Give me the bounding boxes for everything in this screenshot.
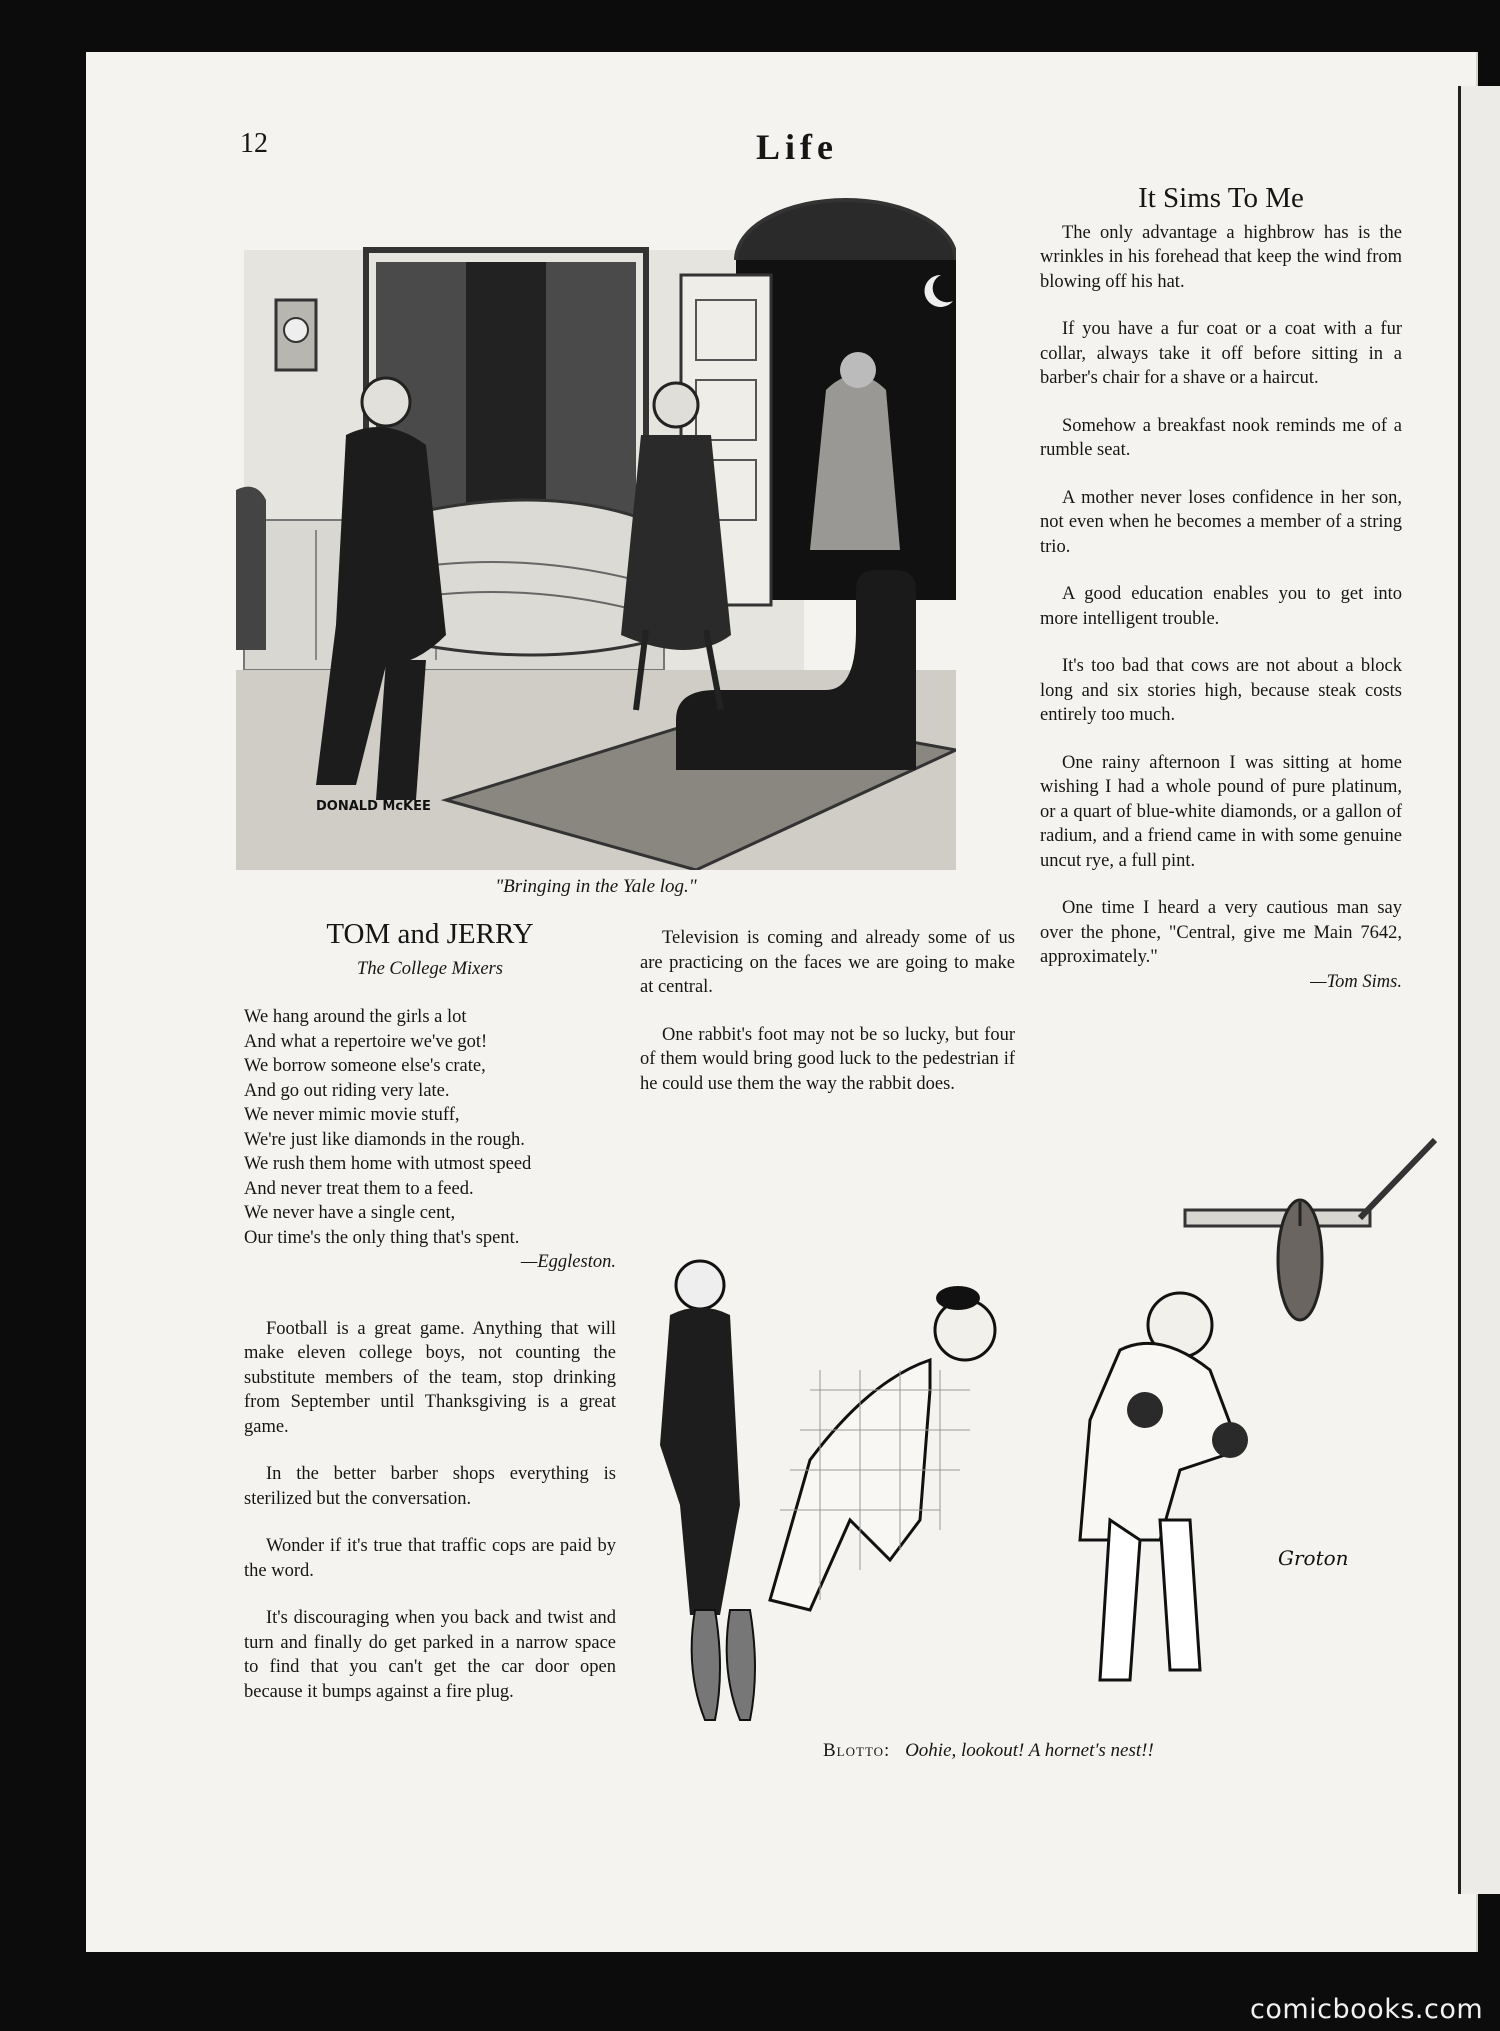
sims-paragraph: One time I heard a very cautious man say over the phone, "Central, give me Main 7642, approximately." bbox=[1040, 898, 1402, 967]
tom-jerry-paragraph: Football is a great game. Anything that will make eleven college boys, not counting the substitute members of the team, stop drinking from September until Thanksgiving is a great game. bbox=[244, 1318, 616, 1437]
caption-speaker: Blotto: bbox=[823, 1740, 891, 1761]
verse-line: We hang around the girls a lot bbox=[244, 1007, 467, 1027]
caption-speech: Oohie, lookout! A hornet's nest!! bbox=[905, 1740, 1154, 1761]
verse-line: We borrow someone else's crate, bbox=[244, 1056, 486, 1076]
tom-jerry-subtitle: The College Mixers bbox=[357, 958, 503, 979]
middle-paragraph: One rabbit's foot may not be so lucky, but four of them would bring good luck to the pedestrian if he could use them the way the rabbit does. bbox=[640, 1024, 1015, 1094]
verse-line: And what a repertoire we've got! bbox=[244, 1031, 488, 1052]
sims-paragraph: A good education enables you to get into more intelligent trouble. bbox=[1040, 584, 1402, 629]
bottom-cartoon-caption bbox=[823, 1740, 1154, 1762]
bottom-cartoon-signature: Groton bbox=[1278, 1546, 1349, 1570]
verse-line: We never mimic movie stuff, bbox=[244, 1105, 460, 1125]
masthead: Life bbox=[756, 127, 838, 167]
watermark: comicbooks.com bbox=[1250, 1994, 1484, 2025]
verse-line: We rush them home with utmost speed bbox=[244, 1154, 532, 1174]
sims-paragraph: It's too bad that cows are not about a block long and six stories high, because steak costs entirely too much. bbox=[1040, 656, 1402, 725]
top-cartoon bbox=[236, 190, 956, 870]
tom-jerry-column bbox=[244, 918, 616, 1704]
verse-line: And go out riding very late. bbox=[244, 1080, 450, 1101]
sims-paragraph: If you have a fur coat or a coat with a fur collar, always take it off before sitting in a barber's chair for a shave or a haircut. bbox=[1040, 319, 1402, 388]
verse-line: And never treat them to a feed. bbox=[244, 1178, 474, 1199]
bottom-cartoon bbox=[640, 1130, 1440, 1730]
middle-column bbox=[640, 926, 1015, 1096]
sims-paragraph: The only advantage a highbrow has is the wrinkles in his forehead that keep the wind from blowing off his hat. bbox=[1040, 222, 1402, 292]
sims-title: It Sims To Me bbox=[1138, 182, 1304, 214]
adjacent-page-edge bbox=[1458, 86, 1500, 1894]
verse-line: Our time's the only thing that's spent. bbox=[244, 1227, 520, 1248]
tom-jerry-title: TOM and JERRY bbox=[326, 918, 534, 950]
tom-jerry-paragraph: It's discouraging when you back and twist and turn and finally do get parked in a narrow space to find that you can't get the car door open because it bumps against a fire plug. bbox=[244, 1608, 616, 1702]
sims-paragraph: One rainy afternoon I was sitting at home wishing I had a whole pound of pure platinum, or a quart of blue-white diamonds, or a gallon of radium, and a friend came in with some genuine uncut rye, a full pint. bbox=[1040, 752, 1402, 871]
tom-jerry-attribution: —Eggleston. bbox=[520, 1252, 616, 1272]
page-number: 12 bbox=[240, 128, 268, 159]
top-cartoon-caption: "Bringing in the Yale log." bbox=[495, 876, 697, 897]
tom-jerry-paragraph: In the better barber shops everything is sterilized but the conversation. bbox=[244, 1464, 616, 1509]
verse-line: We never have a single cent, bbox=[244, 1203, 456, 1223]
tom-jerry-verse bbox=[244, 1005, 616, 1250]
tom-jerry-paragraph: Wonder if it's true that traffic cops are paid by the word. bbox=[244, 1536, 616, 1581]
sims-column bbox=[1040, 182, 1402, 994]
middle-paragraph: Television is coming and already some of us are practicing on the faces we are going to make at central. bbox=[640, 928, 1015, 997]
verse-line: We're just like diamonds in the rough. bbox=[244, 1129, 525, 1150]
sims-paragraph: Somehow a breakfast nook reminds me of a rumble seat. bbox=[1040, 415, 1402, 460]
sims-paragraph: A mother never loses confidence in her son, not even when he becomes a member of a string trio. bbox=[1040, 487, 1402, 557]
sims-attribution: —Tom Sims. bbox=[1310, 971, 1402, 992]
top-cartoon-signature: DONALD McKEE bbox=[316, 799, 431, 814]
